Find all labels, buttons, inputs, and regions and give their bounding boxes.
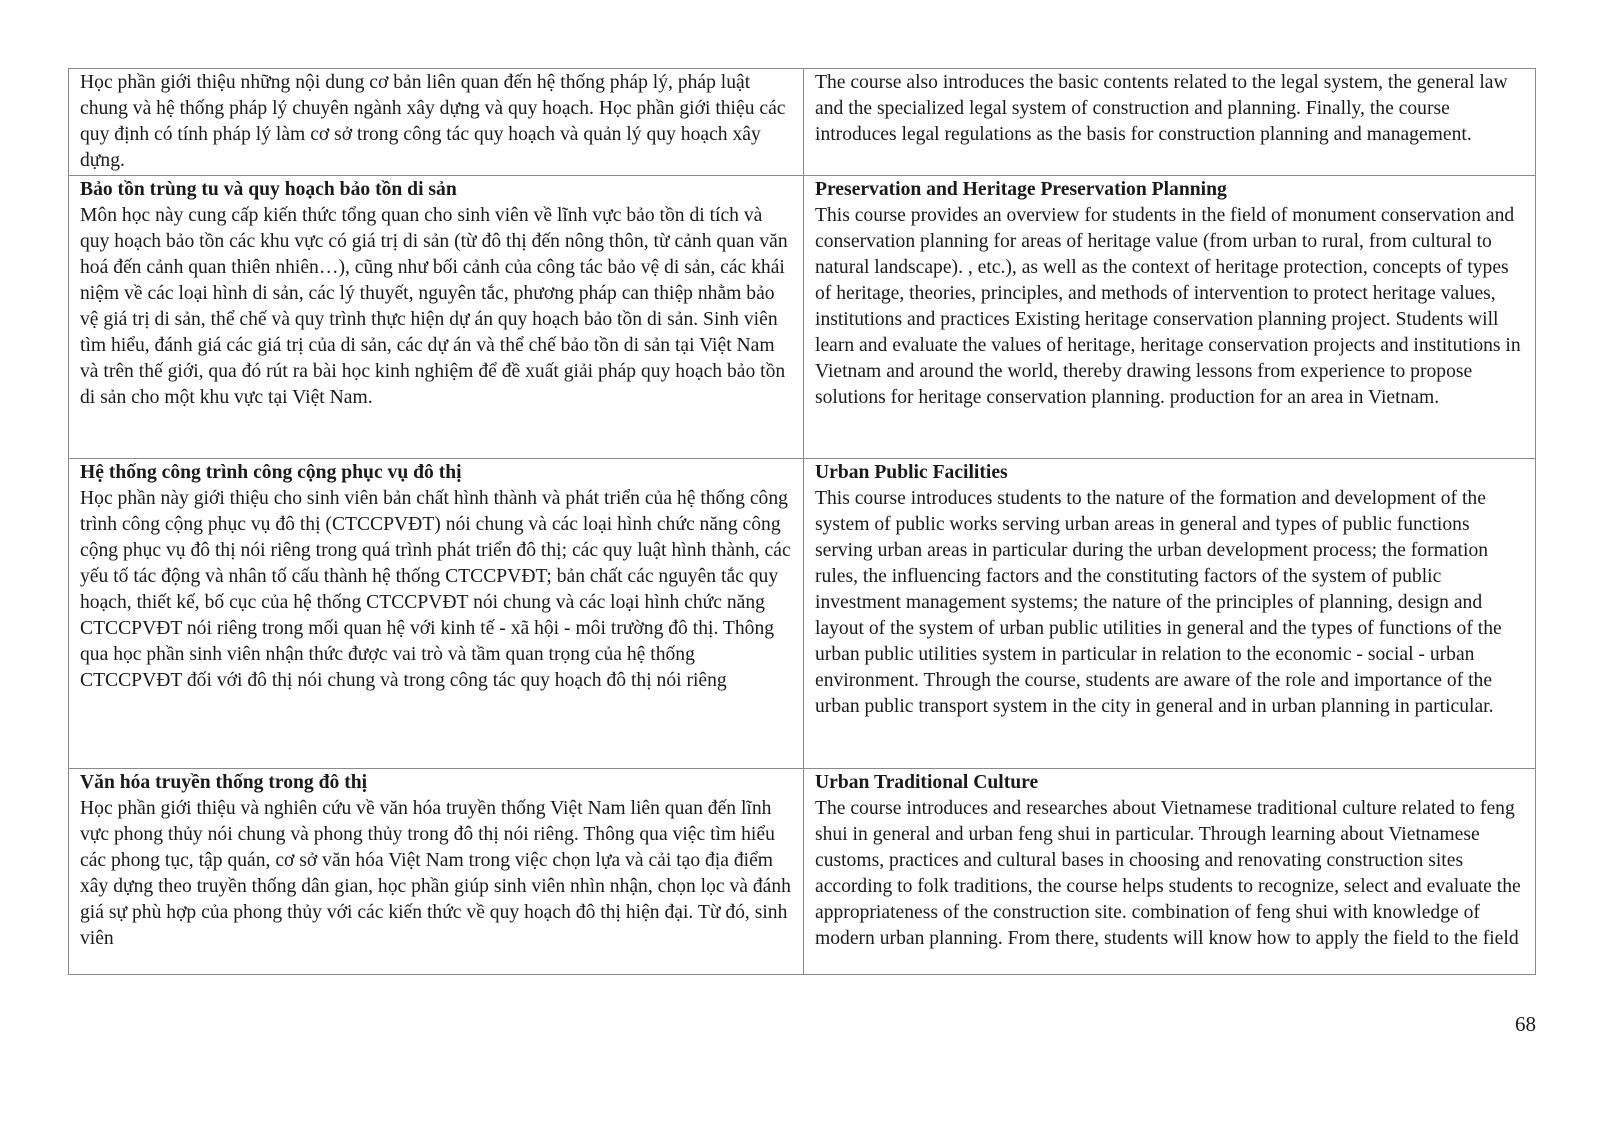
- table-row: [69, 769, 1536, 975]
- english-description: This course introduces students to the nature of the formation and development of the system of public works serving urban areas in general and types of public functions serving urban areas in particular during the urban development process; the formation rules, the influencing factors and the constituting factors of the system of public investment management systems; the nature of the principles of planning, design and layout of the system of urban public utilities in general and the types of functions of the urban public utilities system in particular in relation to the economic - social - urban environment. Through the course, students are aware of the role and importance of the urban public transport system in the city in general and in urban planning in particular.: [815, 488, 1502, 717]
- vietnamese-cell: [69, 176, 804, 459]
- table-row: [69, 176, 1536, 459]
- course-description-table: [68, 68, 1536, 975]
- vietnamese-course-title: Hệ thống công trình công cộng phục vụ đô thị: [80, 462, 462, 483]
- english-description: This course provides an overview for students in the field of monument conservation and conservation planning for areas of heritage value (from urban to rural, from cultural to natural landscape). , etc.), as well as the context of heritage protection, concepts of types of heritage, theories, principles, and methods of intervention to protect heritage values, institutions and practices Existing heritage conservation planning project. Students will learn and evaluate the values of heritage, heritage conservation projects and institutions in Vietnam and around the world, thereby drawing lessons from experience to propose solutions for heritage conservation planning. production for an area in Vietnam.: [815, 205, 1521, 408]
- vietnamese-course-title: Bảo tồn trùng tu và quy hoạch bảo tồn di sản: [80, 179, 457, 200]
- vietnamese-description: Học phần giới thiệu những nội dung cơ bản liên quan đến hệ thống pháp lý, pháp luật chung và hệ thống pháp lý chuyên ngành xây dựng và quy hoạch. Học phần giới thiệu các quy định có tính pháp lý làm cơ sở trong công tác quy hoạch và quản lý quy hoạch xây dựng.: [80, 72, 786, 171]
- vietnamese-cell: [69, 459, 804, 769]
- vietnamese-cell: [69, 769, 804, 975]
- english-description: The course also introduces the basic contents related to the legal system, the general law and the specialized legal system of construction and planning. Finally, the course introduces legal regulations as the basis for construction planning and management.: [815, 72, 1508, 145]
- table-row: [69, 69, 1536, 176]
- english-course-title: Preservation and Heritage Preservation Planning: [815, 179, 1227, 200]
- page-number: 68: [1515, 1012, 1536, 1036]
- table-row: [69, 459, 1536, 769]
- english-course-title: Urban Public Facilities: [815, 462, 1008, 483]
- vietnamese-description: Học phần giới thiệu và nghiên cứu về văn hóa truyền thống Việt Nam liên quan đến lĩnh vực phong thủy nói chung và phong thủy trong đô thị nói riêng. Thông qua việc tìm hiểu các phong tục, tập quán, cơ sở văn hóa Việt Nam trong việc chọn lựa và cải tạo địa điểm xây dựng theo truyền thống dân gian, học phần giúp sinh viên nhìn nhận, chọn lọc và đánh giá sự phù hợp của phong thủy với các kiến thức về quy hoạch đô thị hiện đại. Từ đó, sinh viên: [80, 798, 791, 949]
- english-cell: [804, 769, 1536, 975]
- english-course-title: Urban Traditional Culture: [815, 772, 1039, 793]
- english-cell: [804, 176, 1536, 459]
- english-cell: [804, 459, 1536, 769]
- vietnamese-course-title: Văn hóa truyền thống trong đô thị: [80, 772, 368, 793]
- vietnamese-description: Học phần này giới thiệu cho sinh viên bản chất hình thành và phát triển của hệ thống công trình công cộng phục vụ đô thị (CTCCPVĐT) nói chung và các loại hình chức năng công cộng phục vụ đô thị nói riêng trong quá trình phát triển đô thị; các quy luật hình thành, các yếu tố tác động và nhân tố cấu thành hệ thống CTCCPVĐT; bản chất các nguyên tắc quy hoạch, thiết kế, bố cục của hệ thống CTCCPVĐT nói chung và các loại hình chức năng CTCCPVĐT nói riêng trong mối quan hệ với kinh tế - xã hội - môi trường đô thị. Thông qua học phần sinh viên nhận thức được vai trò và tầm quan trọng của hệ thống CTCCPVĐT đối với đô thị nói chung và trong công tác quy hoạch đô thị nói riêng: [80, 488, 791, 691]
- vietnamese-description: Môn học này cung cấp kiến thức tổng quan cho sinh viên về lĩnh vực bảo tồn di tích và quy hoạch bảo tồn các khu vực có giá trị di sản (từ đô thị đến nông thôn, từ cảnh quan văn hoá đến cảnh quan thiên nhiên…), cũng như bối cảnh của công tác bảo vệ di sản, các khái niệm về các loại hình di sản, các lý thuyết, nguyên tắc, phương pháp can thiệp nhằm bảo vệ giá trị di sản, thể chế và quy trình thực hiện dự án quy hoạch bảo tồn di sản. Sinh viên tìm hiểu, đánh giá các giá trị của di sản, các dự án và thể chế bảo tồn di sản tại Việt Nam và trên thế giới, qua đó rút ra bài học kinh nghiệm để đề xuất giải pháp quy hoạch bảo tồn di sản cho một khu vực tại Việt Nam.: [80, 205, 788, 408]
- english-description: The course introduces and researches about Vietnamese traditional culture related to feng shui in general and urban feng shui in particular. Through learning about Vietnamese customs, practices and cultural bases in choosing and renovating construction sites according to folk traditions, the course helps students to recognize, select and evaluate the appropriateness of the construction site. combination of feng shui with knowledge of modern urban planning. From there, students will know how to apply the field to the field: [815, 798, 1521, 949]
- vietnamese-cell: [69, 69, 804, 176]
- english-cell: [804, 69, 1536, 176]
